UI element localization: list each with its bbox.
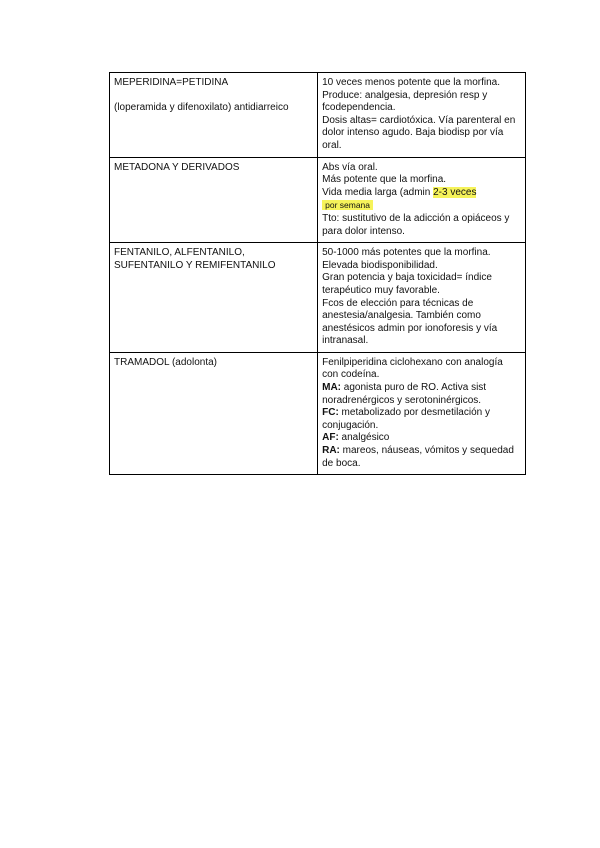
drug-description-cell	[318, 352, 526, 474]
drug-name-cell	[110, 352, 318, 474]
desc-line: Produce: analgesia, depresión resp y fcodependencia.	[322, 89, 488, 114]
desc-line	[322, 199, 521, 213]
label-af: AF:	[322, 432, 339, 444]
desc-line: 10 veces menos potente que la morfina.	[322, 77, 500, 88]
table-row	[110, 157, 526, 243]
desc-line: Dosis altas= cardiotóxica. Vía parenteral en dolor intenso agudo. Baja biodisp por vía oral.	[322, 114, 516, 151]
desc-line: Abs vía oral.	[322, 161, 378, 173]
drug-name: FENTANILO, ALFENTANILO, SUFENTANILO Y REMIFENTANILO	[114, 247, 276, 271]
desc-text: agonista puro de RO. Activa sist noradrenérgicos y serotoninérgicos.	[322, 382, 487, 406]
drug-description-cell	[318, 157, 526, 243]
label-ma: MA:	[322, 382, 341, 394]
drug-description-cell	[318, 73, 526, 158]
drug-description-cell	[318, 243, 526, 353]
desc-line: Fcos de elección para técnicas de anestesia/analgesia. También como anestésicos admin por ionoforesis y vía intranasal.	[322, 297, 498, 347]
drug-name: MEPERIDINA=PETIDINA	[114, 77, 229, 88]
desc-line	[322, 445, 521, 470]
desc-line: Elevada biodisponibilidad.	[322, 259, 438, 271]
desc-line: Fenilpiperidina ciclohexano con analogía con codeína.	[322, 356, 503, 381]
desc-line	[322, 432, 521, 445]
highlighted-text: por semana	[322, 200, 373, 210]
desc-line: Más potente que la morfina.	[322, 174, 447, 186]
desc-text: mareos, náuseas, vómitos y sequedad de boca.	[322, 445, 514, 469]
drug-name-cell	[110, 157, 318, 243]
drug-name-note: (loperamida y difenoxilato) antidiarreico	[114, 101, 289, 113]
drug-name: METADONA Y DERIVADOS	[114, 161, 240, 173]
desc-text: Vida media larga (admin	[322, 186, 434, 198]
desc-line: Gran potencia y baja toxicidad= índice terapéutico muy favorable.	[322, 272, 492, 296]
table-row	[110, 73, 526, 158]
desc-text: analgésico	[338, 432, 390, 444]
drug-name: TRAMADOL (adolonta)	[114, 356, 217, 368]
label-ra: RA:	[322, 445, 340, 457]
highlighted-text: 2-3 veces	[433, 186, 477, 198]
desc-line: Tto: sustitutivo de la adicción a opiáceos y para dolor intenso.	[322, 212, 510, 237]
desc-text: metabolizado por desmetilación y conjugación.	[322, 407, 490, 431]
desc-line	[322, 187, 521, 200]
label-fc: FC:	[322, 407, 339, 419]
desc-line: 50-1000 más potentes que la morfina.	[322, 247, 491, 259]
spacer	[114, 90, 313, 102]
drug-name-cell	[110, 73, 318, 158]
table-row	[110, 243, 526, 353]
table-row	[110, 352, 526, 474]
opioids-table	[109, 72, 526, 475]
drug-name-cell	[110, 243, 318, 353]
desc-line	[322, 382, 521, 407]
desc-line	[322, 407, 521, 432]
